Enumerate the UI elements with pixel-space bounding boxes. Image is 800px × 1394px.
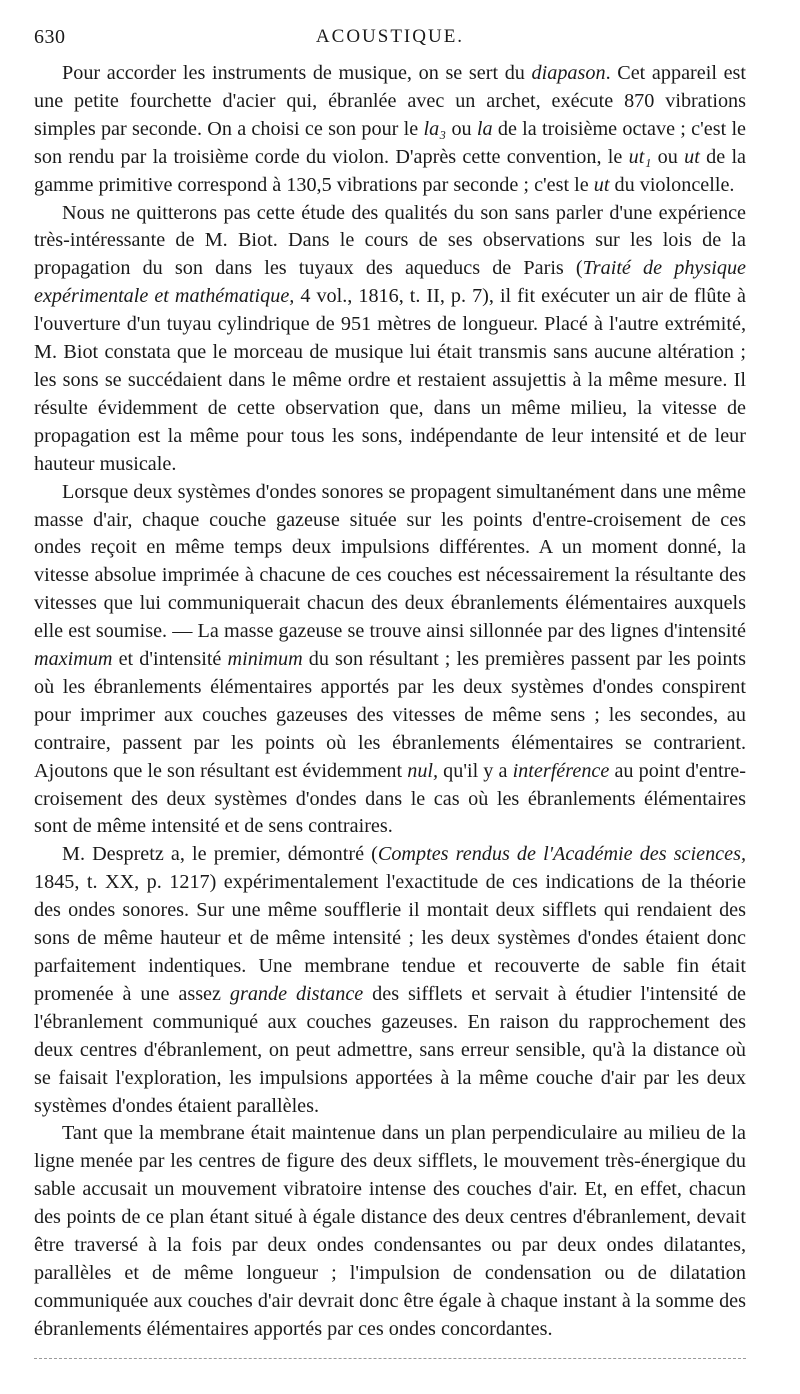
text-run: 4 vol., 1816, t. II, p. 7), il fit exécuter un air de flûte à l'ouverture d'un tuyau cylindrique de 951 mètres de longueur. Placé à l'autre extrémité, M. Biot constata que le morceau de musique lui était transmis sans aucune altération ; les sons se succédaient dans le même ordre et restaient assujettis à la même mesure. Il résulte évidemment de cette observation que, dans un même milieu, la vitesse de propagation est la même pour tous les sons, indépendante de leur intensité et de leur hauteur musicale. bbox=[34, 285, 746, 475]
text-run: du son résultant ; les premières passent par les points où les ébranlements élémentaires apportés par les deux systèmes d'ondes conspirent pour imprimer aux couches gazeuses des vitesses de même sens ; les secondes, au contraire, passent par les points où les ébranlements élémentaires se contrarient. Ajoutons que le son résultant est évidemment bbox=[34, 648, 746, 782]
text-run: de la gamme primitive correspond à 130,5 vibrations par seconde ; c'est le bbox=[34, 145, 747, 196]
paragraph-membrane bbox=[34, 1120, 746, 1343]
text-run: ou bbox=[446, 117, 477, 140]
text-run: Pour accorder les instruments de musique, on se sert du bbox=[62, 62, 532, 84]
body-text bbox=[34, 60, 746, 1344]
italic-run: diapason bbox=[531, 62, 606, 84]
italic-run: Traité de physique expérimentale et mathématique, bbox=[34, 257, 746, 308]
text-run: Tant que la membrane était maintenue dans un plan perpendiculaire au milieu de la ligne menée par les centres de figure des deux sifflets, le mouvement très-énergique du sable accusait un mouvement vibratoire intense des couches d'air. Et, en effet, chacun des points de ce plan étant situé à égale distance des deux centres d'ébranlement, devait être traversé à la fois par deux ondes condensantes ou par deux ondes dilatantes, parallèles et de même longueur ; l'impulsion de condensation ou de dilatation communiquée aux couches d'air devrait donc être égale à chaque instant à la somme des ébranlements élémentaires apportés par ces ondes concordantes. bbox=[34, 1122, 746, 1340]
italic-run: la bbox=[476, 117, 493, 140]
italic-run: ut bbox=[593, 173, 610, 196]
italic-run: nul, bbox=[407, 759, 439, 782]
text-run: de la troisième octave ; c'est le son rendu par la troisième corde du violon. D'après cette convention, le bbox=[34, 117, 747, 168]
text-run: Nous ne quitterons pas cette étude des qualités du son sans parler d'une expérience très-intéressante de M. Biot. Dans le cours de ses observations sur les lois de la propagation du son dans les tuyaux des aqueducs de Paris ( bbox=[34, 201, 746, 280]
paragraph-diapason bbox=[34, 60, 746, 200]
paragraph-despretz bbox=[34, 841, 746, 1120]
italic-run: Comptes rendus de l'Académie des sciences, bbox=[377, 843, 747, 866]
text-run: ou bbox=[651, 145, 685, 168]
page-number: 630 bbox=[34, 26, 66, 48]
paragraph-interference bbox=[34, 479, 746, 842]
footer-rule bbox=[34, 1358, 746, 1359]
text-run: qu'il y a bbox=[438, 759, 513, 782]
paragraph-biot-experiment bbox=[34, 200, 746, 479]
italic-run: interférence bbox=[512, 759, 610, 782]
text-run: du violoncelle. bbox=[609, 173, 735, 196]
italic-run: grande distance bbox=[229, 982, 364, 1005]
italic-run: ut bbox=[684, 145, 700, 168]
text-run: au point d'entre-croisement des deux systèmes d'ondes dans le cas où les ébranlements élémentaires sont de même intensité et de sens contraires. bbox=[34, 759, 746, 838]
italic-run: maximum bbox=[34, 648, 113, 671]
text-run: des sifflets et servait à étudier l'intensité de l'ébranlement communiqué aux couches gazeuses. En raison du rapprochement des deux centres d'ébranlement, on peut admettre, sans erreur sensible, qu'à la distance où se faisait l'exploration, les impulsions apportées à la même couche d'air par les deux systèmes d'ondes étaient parallèles. bbox=[34, 982, 746, 1117]
text-run: . Cet appareil est une petite fourchette d'acier qui, ébranlée avec un archet, exécute 870 vibrations simples par seconde. On a choisi ce son pour le bbox=[34, 62, 747, 140]
text-run: M. Despretz a, le premier, démontré ( bbox=[62, 843, 378, 866]
text-run: 1845, t. XX, p. 1217) expérimentalement l'exactitude de ces indications de la théorie des ondes sonores. Sur une même soufflerie il montait deux sifflets qui rendaient des sons de même hauteur et de même intensité ; les deux systèmes d'ondes étaient donc parfaitement indentiques. Une membrane tendue et recouverte de sable fin était promenée à une assez bbox=[34, 871, 746, 1005]
running-head bbox=[34, 26, 746, 56]
text-run: Lorsque deux systèmes d'ondes sonores se propagent simultanément dans une même masse d'air, chaque couche gazeuse située sur les points d'entre-croisement de ces ondes reçoit en même temps deux impulsions différentes. A un moment donné, la vitesse absolue imprimée à chacune de ces couches est nécessairement la résultante des vitesses que lui communiquerait chacun des deux ébranlements élémentaires auxquels elle est soumise. — La masse gazeuse se trouve ainsi sillonnée par des lignes d'intensité bbox=[34, 480, 746, 643]
italic-run: ut₁ bbox=[628, 145, 652, 168]
italic-run: minimum bbox=[227, 648, 303, 671]
text-run: et d'intensité bbox=[112, 648, 228, 671]
running-title: ACOUSTIQUE. bbox=[315, 26, 465, 47]
italic-run: la₃ bbox=[423, 117, 447, 140]
